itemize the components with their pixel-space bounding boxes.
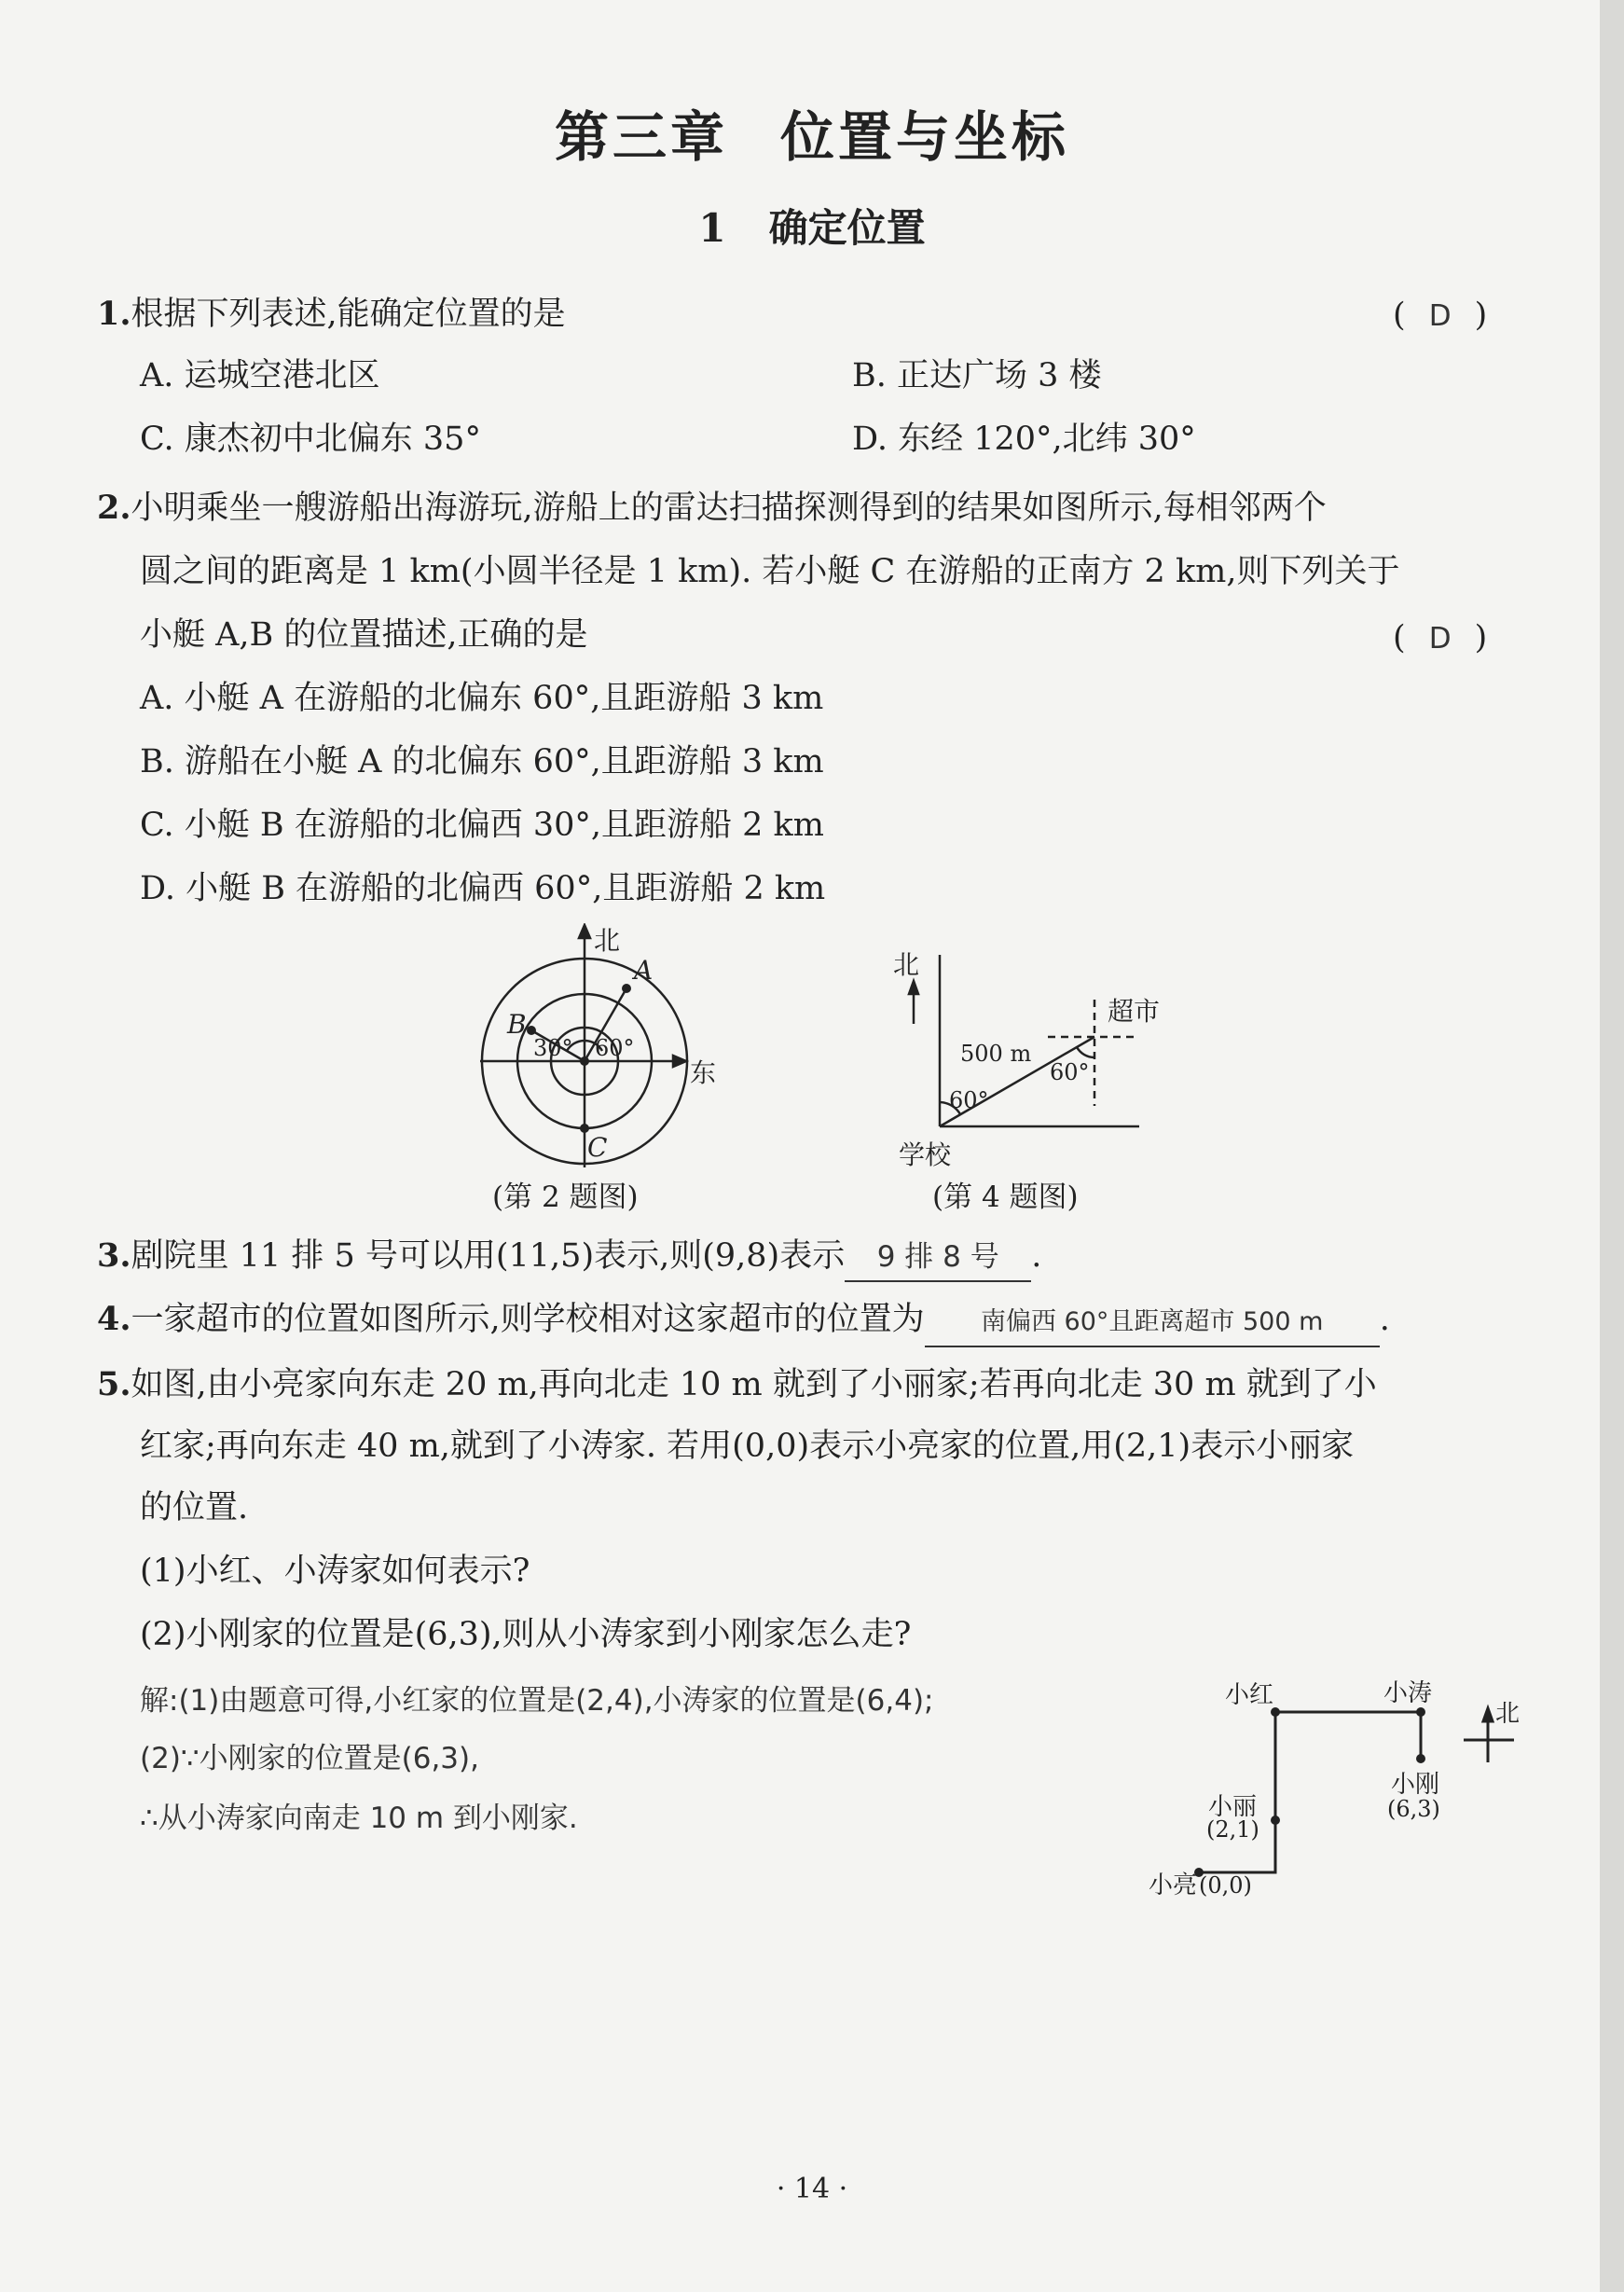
fig5-route-diagram [1137, 1669, 1548, 1902]
north-arrow-head [579, 925, 590, 938]
q2-line1 [97, 485, 1327, 532]
q4-line [97, 1296, 1390, 1347]
q2-option-b: B. 游船在小艇 A 的北偏东 60°,且距游船 3 km [140, 743, 824, 780]
fig4-market-label: 超市 [1108, 996, 1161, 1027]
fig2-radar-diagram [466, 923, 727, 1175]
fig4-location-diagram [886, 942, 1184, 1175]
point-xiaogang [1416, 1754, 1425, 1763]
q2-option-a: A. 小艇 A 在游船的北偏东 60°,且距游船 3 km [140, 680, 824, 717]
point-a [622, 984, 631, 993]
fig2-label-b: B [507, 1009, 527, 1040]
fig2-angle-a: 60° [595, 1035, 635, 1061]
label-xiaoli-coord: (2,1) [1206, 1816, 1259, 1843]
q3-period: . [1031, 1237, 1042, 1275]
q5-part1: (1)小红、小涛家如何表示? [140, 1553, 530, 1590]
q2-text-1: 小明乘坐一艘游船出海游玩,游船上的雷达扫描探测得到的结果如图所示,每相邻两个 [131, 490, 1327, 527]
q5-number: 5. [97, 1365, 131, 1403]
fig2-angle-b: 30° [533, 1035, 573, 1061]
fig4-angle-market: 60° [1050, 1059, 1090, 1085]
q2-option-c: C. 小艇 B 在游船的北偏西 30°,且距游船 2 km [140, 807, 824, 844]
q5-solution-line3: ∴从小涛家向南走 10 m 到小刚家. [140, 1802, 578, 1835]
q1-number: 1. [97, 295, 131, 333]
q2-line3: 小艇 A,B 的位置描述,正确的是 [140, 616, 588, 654]
q1-answer-bracket: ( D ) [1393, 297, 1488, 334]
q2-option-d: D. 小艇 B 在游船的北偏西 60°,且距游船 2 km [140, 870, 826, 907]
chapter-heading [0, 93, 1624, 172]
q1-text: 根据下列表述,能确定位置的是 [131, 296, 566, 333]
ship-point [580, 1056, 589, 1066]
q3-text: 剧院里 11 排 5 号可以用(11,5)表示,则(9,8)表示 [131, 1237, 846, 1275]
fig2-north-label: 北 [594, 925, 621, 956]
fig2-label-a: A [634, 955, 654, 986]
q3-number: 3. [97, 1236, 131, 1275]
chapter-number: 第三章 [554, 105, 728, 169]
label-xiaoliang: 小亮 [1149, 1871, 1198, 1899]
chapter-title: 位置与坐标 [780, 105, 1070, 169]
q4-text: 一家超市的位置如图所示,则学校相对这家超市的位置为 [131, 1301, 925, 1338]
section-heading [0, 198, 1624, 254]
section-title: 确定位置 [768, 205, 926, 251]
fig4-caption: (第 4 题图) [932, 1181, 1079, 1214]
fig4-angle-school: 60° [949, 1087, 989, 1113]
q1-option-d: D. 东经 120°,北纬 30° [852, 421, 1196, 458]
label-xiaogang-coord: (6,3) [1387, 1796, 1440, 1822]
label-xiaoliang-coord: (0,0) [1199, 1872, 1252, 1898]
section-number: 1 [698, 205, 726, 251]
point-b [527, 1026, 536, 1035]
q1-stem [97, 291, 566, 338]
label-xiaoli: 小丽 [1208, 1793, 1258, 1821]
q1-answer: D [1428, 299, 1452, 333]
fig2-label-c: C [587, 1132, 608, 1163]
route-path [1199, 1712, 1421, 1872]
q4-period: . [1379, 1301, 1390, 1338]
q2-number: 2. [97, 489, 131, 527]
q2-answer: D [1428, 622, 1452, 656]
q5-solution-line2: (2)∵小刚家的位置是(6,3), [140, 1742, 479, 1775]
q5-solution-line1: 解:(1)由题意可得,小红家的位置是(2,4),小涛家的位置是(6,4); [140, 1684, 934, 1718]
q3-answer-blank: 9 排 8 号 [845, 1234, 1031, 1282]
q5-line3: 的位置. [140, 1489, 249, 1526]
fig2-east-label: 东 [690, 1057, 717, 1088]
q5-line1 [97, 1361, 1377, 1408]
north-arrow-head [909, 981, 918, 994]
fig4-school-label: 学校 [899, 1139, 952, 1170]
q5-part2: (2)小刚家的位置是(6,3),则从小涛家到小刚家怎么走? [140, 1616, 912, 1653]
q2-line2: 圆之间的距离是 1 km(小圆半径是 1 km). 若小艇 C 在游船的正南方 2 km,则下列关于 [140, 553, 1400, 590]
point-xiaotao [1416, 1707, 1425, 1717]
q5-text-1: 如图,由小亮家向东走 20 m,再向北走 10 m 就到了小丽家;若再向北走 30 m 就到了小 [131, 1366, 1377, 1403]
q3-line [97, 1233, 1041, 1282]
angle-arc-market [1077, 1047, 1094, 1057]
fig2-caption: (第 2 题图) [492, 1181, 639, 1214]
compass-north-head [1483, 1708, 1493, 1721]
label-xiaotao: 小涛 [1383, 1679, 1433, 1707]
q4-number: 4. [97, 1300, 131, 1338]
q4-answer-blank: 南偏西 60°且距离超市 500 m [925, 1299, 1380, 1347]
q2-answer-bracket: ( D ) [1393, 619, 1488, 656]
label-north: 北 [1495, 1700, 1521, 1728]
q1-option-c: C. 康杰初中北偏东 35° [140, 421, 481, 458]
fig4-distance-label: 500 m [960, 1041, 1032, 1067]
page-number: · 14 · [776, 2173, 848, 2205]
q1-option-a: A. 运城空港北区 [140, 357, 380, 394]
q5-line2: 红家;再向东走 40 m,就到了小涛家. 若用(0,0)表示小亮家的位置,用(2,1)表示小丽家 [140, 1428, 1355, 1465]
fig4-north-label: 北 [893, 949, 920, 980]
scan-edge [1600, 0, 1624, 2292]
point-xiaoli [1271, 1816, 1280, 1825]
label-xiaohong: 小红 [1225, 1681, 1274, 1709]
q1-option-b: B. 正达广场 3 楼 [852, 357, 1102, 394]
east-arrow-head [673, 1056, 686, 1067]
label-xiaogang: 小刚 [1391, 1771, 1440, 1799]
